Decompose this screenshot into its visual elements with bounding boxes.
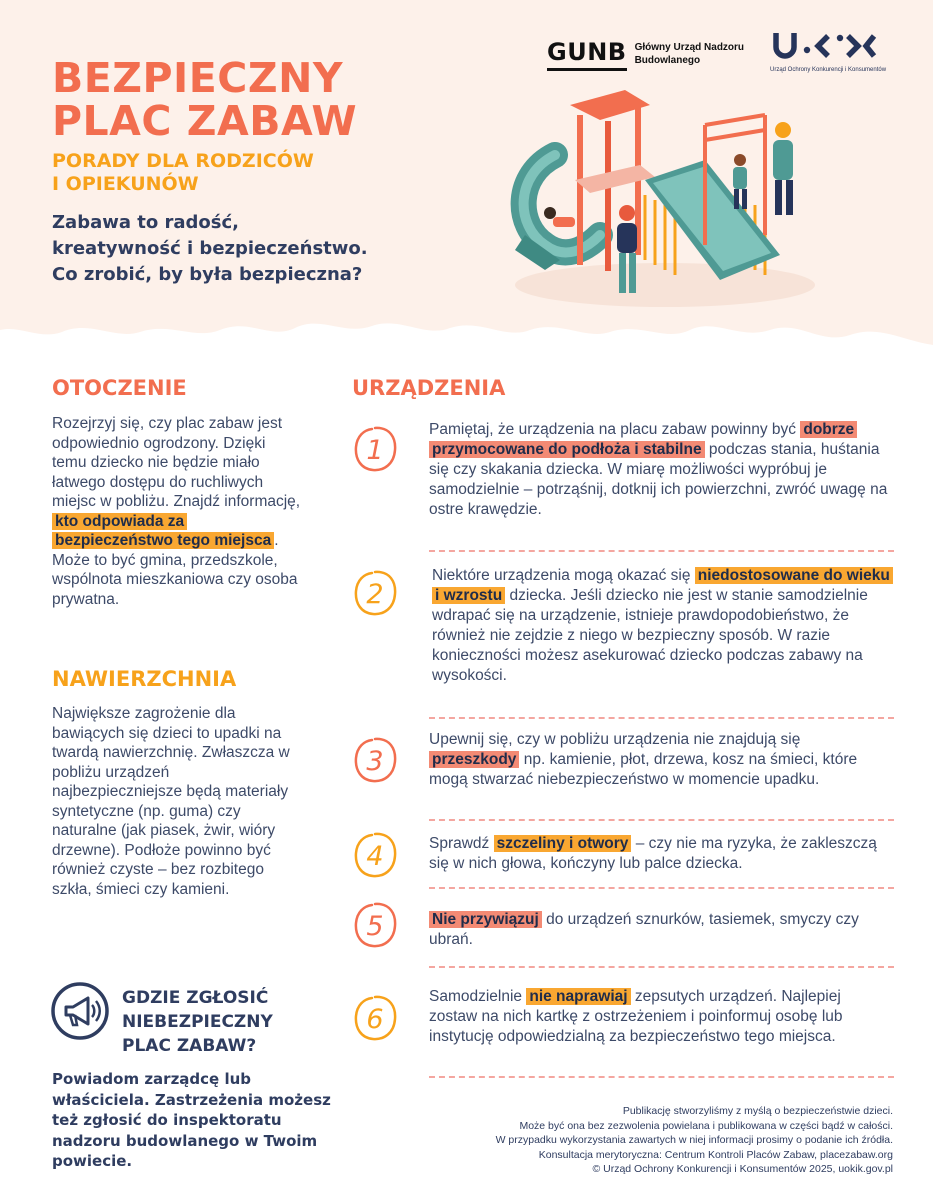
nawierzchnia-text: Największe zagrożenie dla bawiących się dzieci to upadki na twardą nawierzchnię. Zwłaszcza w pobliżu urządzeń najbezpieczniejsze będą materiały syntetyczne (np. guma) czy naturalne (jak piasek, żwir, wióry drzewne). Podłoże powinno być również czyste – bez rozbitego szkła, śmieci czy kamieni.: [52, 705, 290, 898]
otoczenie-text: [52, 414, 302, 609]
intro-line-1: Zabawa to radość,: [52, 212, 240, 233]
item-divider: [429, 550, 894, 552]
otoczenie-highlight: kto odpowiada za bezpieczeństwo tego miejsca: [52, 513, 274, 550]
item-text-4: [429, 834, 889, 874]
item-divider: [429, 887, 894, 889]
item-number-5: [352, 900, 398, 950]
megaphone-icon: [50, 981, 110, 1041]
item-2-text-after: dziecka. Jeśli dziecko nie jest w stanie samodzielnie wdrapać się na urządzenie, istnieje prawdopodobieństwo, że również nie zejdzie z niego w bezpieczny sposób. W razie konieczności możesz asekurować dziecko podczas zabawy na wysokości.: [432, 587, 868, 684]
otoczenie-text-after: . Może to być gmina, przedszkole, wspólnota mieszkaniowa czy osoba prywatna.: [52, 532, 298, 608]
item-text-6: [429, 987, 889, 1047]
uokik-logo: [770, 30, 910, 73]
item-2-text-before: Niektóre urządzenia mogą okazać się: [432, 567, 695, 584]
item-4-highlight: szczeliny i otwory: [494, 835, 632, 852]
item-4-text-before: Sprawdź: [429, 835, 494, 852]
report-title-line-3: PLAC ZABAW?: [122, 1036, 257, 1056]
item-number-1-digit: 1: [366, 435, 384, 466]
footer-line-2: Może być ona bez zezwolenia powielana i publikowana w części bądź w całości.: [519, 1119, 893, 1132]
footer-line-4: Konsultacja merytoryczna: Centrum Kontroli Placów Zabaw, placezabaw.org: [538, 1148, 893, 1161]
item-6-highlight: nie naprawiaj: [526, 988, 630, 1005]
item-text-1: [429, 420, 889, 520]
item-number-3-digit: 3: [366, 746, 384, 777]
item-divider: [429, 819, 894, 821]
item-number-2-digit: 2: [366, 579, 384, 610]
item-divider: [429, 717, 894, 719]
item-number-6: [352, 993, 398, 1043]
intro-line-2: kreatywność i bezpieczeństwo.: [52, 238, 368, 259]
item-6-text-after: zepsutych urządzeń. Najlepiej zostaw na nich kartkę z ostrzeżeniem i poinformuj osobę lub instytucję odpowiedzialną za bezpieczeństwo tego miejsca.: [429, 988, 843, 1045]
page-subtitle: [52, 150, 314, 196]
playground-illustration: [505, 85, 830, 315]
item-3-text-after: np. kamienie, płot, drzewa, kosz na śmieci, które mogą stwarzać niebezpieczeństwo w momencie upadku.: [429, 751, 858, 788]
item-1-text-before: Pamiętaj, że urządzenia na placu zabaw powinny być: [429, 421, 801, 438]
report-title: [122, 986, 273, 1058]
footer-line-5: © Urząd Ochrony Konkurencji i Konsumentów 2025, uokik.gov.pl: [592, 1163, 893, 1175]
uokik-logo-caption: Urząd Ochrony Konkurencji i Konsumentów: [770, 67, 887, 73]
uokik-logo-mark: [770, 30, 882, 60]
subtitle-line-1: PORADY DLA RODZICÓW: [52, 150, 314, 172]
title-line-2: PLAC ZABAW: [52, 97, 358, 145]
title-line-1: BEZPIECZNY: [52, 54, 344, 102]
gunb-logo-name: Główny Urząd Nadzoru Budowlanego: [634, 42, 745, 66]
item-number-5-digit: 5: [366, 911, 384, 942]
item-1-text-after: podczas stania, huśtania się czy skakania dziecka. W miarę możliwości wypróbuj je samodzielnie – potrząśnij, dotknij ich powierzchni, zwróć uwagę na ostre krawędzie.: [429, 441, 888, 518]
subtitle-line-2: I OPIEKUNÓW: [52, 173, 199, 195]
item-4-text-after: – czy nie ma ryzyka, że zakleszczą się w nich głowa, kończyny lub palce dziecka.: [429, 835, 877, 872]
item-text-5: [429, 910, 889, 950]
item-1-highlight: dobrze przymocowane do podłoża i stabilne: [429, 421, 857, 458]
footer-credits: [496, 1104, 893, 1177]
item-3-text-before: Upewnij się, czy w pobliżu urządzenia nie znajdują się: [429, 731, 801, 748]
item-number-1: [352, 424, 398, 474]
footer-line-1: Publikację stworzyliśmy z myślą o bezpieczeństwie dzieci.: [622, 1105, 893, 1117]
item-2-highlight: niedostosowane do wieku i wzrostu: [432, 567, 893, 604]
item-6-text-before: Samodzielnie: [429, 988, 527, 1005]
item-number-4: [352, 830, 398, 880]
section-heading-nawierzchnia: NAWIERZCHNIA: [52, 667, 237, 691]
section-heading-otoczenie: OTOCZENIE: [52, 376, 187, 400]
gunb-logo-word: GUNB: [547, 38, 627, 71]
item-number-4-digit: 4: [366, 841, 384, 872]
footer-line-3: W przypadku wykorzystania zawartych w niej informacji prosimy o podanie ich źródła.: [495, 1134, 893, 1146]
item-number-6-digit: 6: [366, 1004, 384, 1035]
section-heading-urzadzenia: URZĄDZENIA: [352, 376, 506, 400]
report-title-line-1: GDZIE ZGŁOSIĆ: [122, 988, 269, 1008]
item-divider: [429, 966, 894, 968]
item-number-3: [352, 735, 398, 785]
item-5-text-after: do urządzeń sznurków, tasiemek, smyczy czy ubrań.: [429, 911, 859, 948]
report-text: Powiadom zarządcę lub właściciela. Zastrzeżenia możesz też zgłosić do inspektoratu nadzoru budowlanego w Twoim powiecie.: [52, 1070, 331, 1170]
page-title: [52, 54, 358, 145]
item-5-highlight: Nie przywiązuj: [429, 911, 542, 928]
item-number-2: [352, 568, 398, 618]
item-text-3: [429, 730, 889, 790]
gunb-logo: [547, 38, 747, 71]
item-divider: [429, 1076, 894, 1078]
otoczenie-text-before: Rozejrzyj się, czy plac zabaw jest odpowiednio ogrodzony. Dzięki temu dziecko nie będzie miało łatwego dostępu do ruchliwych miejsc w pobliżu. Znajdź informację,: [52, 415, 301, 510]
intro-line-3: Co zrobić, by była bezpieczna?: [52, 264, 363, 285]
item-text-2: [432, 566, 892, 686]
intro-text: [52, 210, 368, 288]
report-title-line-2: NIEBEZPIECZNY: [122, 1012, 273, 1032]
item-3-highlight: przeszkody: [429, 751, 519, 768]
